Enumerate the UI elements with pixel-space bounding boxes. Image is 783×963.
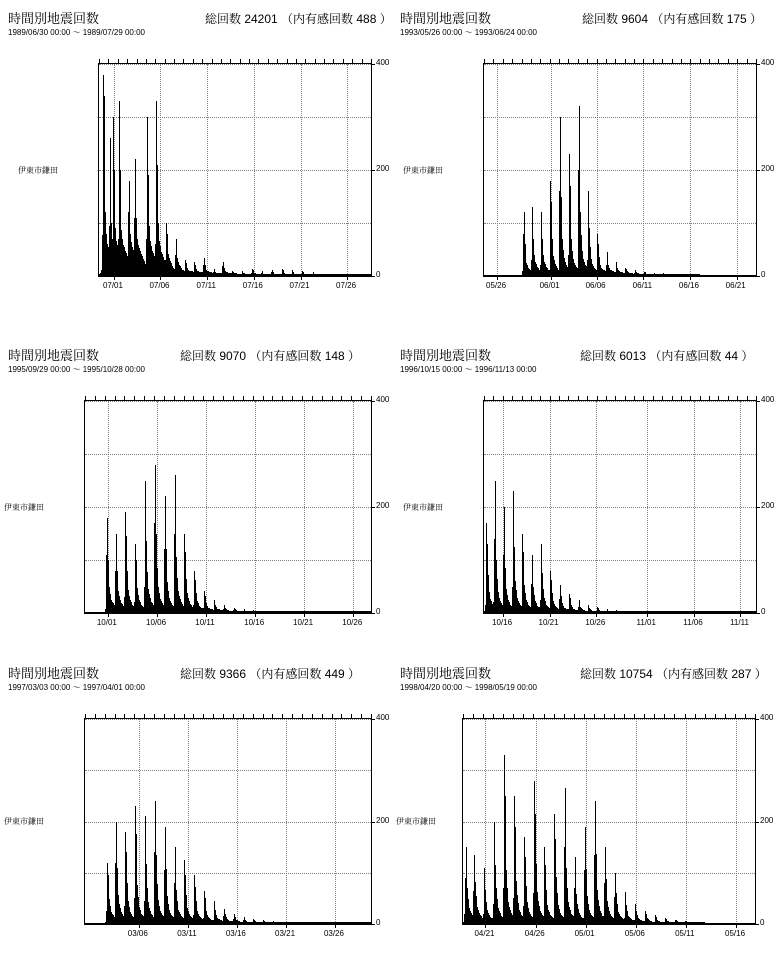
y-tick xyxy=(371,64,375,65)
panel-date-range: 1993/05/26 00:00 ～ 1993/06/24 00:00 xyxy=(400,28,538,37)
panel-total-count: 総回数 6013 （内有感回数 44 ） xyxy=(580,349,754,363)
y-tick xyxy=(756,64,760,65)
station-label: 伊東市鎌田 xyxy=(403,165,443,175)
y-tick xyxy=(371,170,375,171)
x-tick xyxy=(636,924,637,928)
x-tick-label: 11/01 xyxy=(636,618,656,627)
y-tick-label: 0 xyxy=(376,270,381,279)
bar-series xyxy=(85,719,371,924)
y-tick-label: 0 xyxy=(761,270,766,279)
bar xyxy=(756,275,757,276)
x-tick-label: 10/16 xyxy=(492,618,513,627)
y-tick-label: 200 xyxy=(760,815,774,825)
y-tick-label: 0 xyxy=(376,607,381,616)
x-tick xyxy=(114,276,115,280)
x-tick xyxy=(255,613,256,617)
x-tick xyxy=(740,613,741,617)
y-tick xyxy=(371,507,375,508)
station-label: 伊東市鎌田 xyxy=(4,817,44,827)
x-tick xyxy=(301,276,302,280)
x-tick-label: 05/26 xyxy=(486,281,507,290)
y-tick xyxy=(755,822,759,823)
x-tick-label: 10/21 xyxy=(293,618,314,627)
y-tick-label: 0 xyxy=(760,918,765,927)
x-tick-label: 07/16 xyxy=(242,281,263,290)
x-tick-label: 07/11 xyxy=(196,281,216,290)
x-tick xyxy=(237,924,238,928)
x-tick-label: 06/21 xyxy=(725,281,746,290)
x-tick xyxy=(139,924,140,928)
y-tick xyxy=(371,719,375,720)
x-tick-label: 05/01 xyxy=(574,929,595,938)
chart-panel xyxy=(392,663,774,963)
x-tick-label: 07/06 xyxy=(149,281,170,290)
bar-series xyxy=(85,401,371,613)
x-tick xyxy=(108,613,109,617)
panel-date-range: 1995/09/29 00:00 ～ 1995/10/28 00:00 xyxy=(8,365,146,374)
y-tick xyxy=(756,170,760,171)
bar xyxy=(755,923,756,924)
panel-total-count: 総回数 24201 （内有感回数 488 ） xyxy=(205,12,392,26)
bar-series xyxy=(99,64,371,276)
plot-area xyxy=(84,400,372,614)
x-tick xyxy=(157,613,158,617)
x-tick-label: 10/06 xyxy=(146,618,167,627)
y-tick-label: 400 xyxy=(761,58,775,67)
bar xyxy=(756,611,757,613)
chart-panel xyxy=(0,345,390,645)
x-tick xyxy=(160,276,161,280)
x-tick xyxy=(736,924,737,928)
x-tick-label: 11/11 xyxy=(730,618,749,627)
panel-total-count: 総回数 9604 （内有感回数 175 ） xyxy=(582,12,763,26)
x-tick-label: 03/16 xyxy=(225,929,246,938)
x-tick xyxy=(304,613,305,617)
x-tick-label: 03/26 xyxy=(323,929,344,938)
x-tick xyxy=(188,924,189,928)
plot-area xyxy=(483,63,757,277)
x-tick-label: 10/11 xyxy=(195,618,215,627)
station-label: 伊東市鎌田 xyxy=(4,502,44,512)
panel-date-range: 1997/03/03 00:00 ～ 1997/04/01 00:00 xyxy=(8,683,146,692)
panel-title: 時間別地震回数 xyxy=(8,11,100,26)
y-tick xyxy=(371,276,375,277)
x-tick-label: 06/16 xyxy=(678,281,699,290)
x-tick-label: 06/01 xyxy=(539,281,560,290)
y-tick xyxy=(371,822,375,823)
y-tick-label: 400 xyxy=(760,713,774,722)
x-tick xyxy=(597,276,598,280)
x-tick-label: 05/11 xyxy=(675,929,695,938)
bar xyxy=(371,611,372,613)
x-tick xyxy=(586,924,587,928)
x-tick-label: 07/21 xyxy=(289,281,310,290)
x-tick-label: 03/21 xyxy=(275,929,296,938)
panel-title: 時間別地震回数 xyxy=(400,666,492,681)
bar xyxy=(371,922,372,924)
panel-title: 時間別地震回数 xyxy=(8,348,100,363)
x-tick-label: 05/16 xyxy=(725,929,746,938)
y-tick-label: 200 xyxy=(376,501,390,510)
chart-panel xyxy=(0,663,390,963)
x-tick xyxy=(596,613,597,617)
plot-area xyxy=(84,718,372,925)
panel-title: 時間別地震回数 xyxy=(400,348,492,363)
x-tick xyxy=(536,924,537,928)
y-tick xyxy=(755,719,759,720)
x-tick-label: 05/06 xyxy=(624,929,645,938)
x-tick xyxy=(694,613,695,617)
chart-panel xyxy=(392,345,775,645)
x-tick xyxy=(206,613,207,617)
y-tick xyxy=(756,276,760,277)
y-tick xyxy=(756,401,760,402)
plot-area xyxy=(462,718,756,925)
x-tick xyxy=(207,276,208,280)
x-tick-label: 03/11 xyxy=(177,929,197,938)
x-tick xyxy=(497,276,498,280)
x-tick xyxy=(335,924,336,928)
x-tick xyxy=(347,276,348,280)
y-tick xyxy=(371,401,375,402)
panel-title: 時間別地震回数 xyxy=(400,11,492,26)
y-tick xyxy=(756,507,760,508)
y-tick-label: 400 xyxy=(376,395,390,404)
y-tick-label: 400 xyxy=(376,713,390,722)
bar xyxy=(371,274,372,276)
x-tick xyxy=(286,924,287,928)
x-tick xyxy=(503,613,504,617)
station-label: 伊東市鎌田 xyxy=(18,165,58,175)
x-tick xyxy=(551,276,552,280)
x-tick-label: 10/26 xyxy=(585,618,606,627)
y-tick-label: 0 xyxy=(376,918,381,927)
x-tick xyxy=(690,276,691,280)
chart-panel xyxy=(0,8,392,308)
plot-area xyxy=(483,400,757,614)
x-tick-label: 04/26 xyxy=(524,929,545,938)
panel-title: 時間別地震回数 xyxy=(8,666,100,681)
x-tick-label: 07/26 xyxy=(336,281,357,290)
bar-series xyxy=(484,401,756,613)
y-tick xyxy=(755,924,759,925)
x-tick xyxy=(485,924,486,928)
x-tick-label: 10/01 xyxy=(96,618,117,627)
plot-area xyxy=(98,63,372,277)
x-tick-label: 10/21 xyxy=(538,618,559,627)
panel-date-range: 1998/04/20 00:00 ～ 1998/05/19 00:00 xyxy=(400,683,538,692)
y-tick-label: 400 xyxy=(376,58,390,67)
x-tick-label: 06/11 xyxy=(632,281,653,290)
x-tick xyxy=(686,924,687,928)
y-tick-label: 200 xyxy=(761,501,775,510)
x-tick-label: 03/06 xyxy=(127,929,148,938)
y-tick-label: 400 xyxy=(761,395,775,404)
x-tick xyxy=(550,613,551,617)
y-tick xyxy=(756,613,760,614)
bar-series xyxy=(463,719,755,924)
y-tick xyxy=(371,924,375,925)
y-tick-label: 200 xyxy=(376,164,390,173)
x-tick xyxy=(353,613,354,617)
y-tick-label: 0 xyxy=(761,607,766,616)
x-tick-label: 06/06 xyxy=(585,281,606,290)
x-tick-label: 07/01 xyxy=(102,281,123,290)
panel-total-count: 総回数 10754 （内有感回数 287 ） xyxy=(580,667,767,681)
station-label: 伊東市鎌田 xyxy=(396,817,436,827)
x-tick xyxy=(254,276,255,280)
y-tick-label: 200 xyxy=(761,164,775,173)
x-tick-label: 10/26 xyxy=(342,618,363,627)
panel-total-count: 総回数 9070 （内有感回数 148 ） xyxy=(180,349,361,363)
y-tick xyxy=(371,613,375,614)
panel-total-count: 総回数 9366 （内有感回数 449 ） xyxy=(180,667,361,681)
x-tick-label: 10/16 xyxy=(244,618,265,627)
station-label: 伊東市鎌田 xyxy=(403,502,443,512)
x-tick xyxy=(647,613,648,617)
y-tick-label: 200 xyxy=(376,815,390,825)
x-tick xyxy=(643,276,644,280)
chart-panel xyxy=(392,8,775,308)
panel-date-range: 1989/06/30 00:00 ～ 1989/07/29 00:00 xyxy=(8,28,146,37)
x-tick-label: 04/21 xyxy=(474,929,495,938)
panel-date-range: 1996/10/15 00:00 ～ 1996/11/13 00:00 xyxy=(400,365,537,374)
x-tick-label: 11/06 xyxy=(683,618,703,627)
x-tick xyxy=(737,276,738,280)
bar-series xyxy=(484,64,756,276)
